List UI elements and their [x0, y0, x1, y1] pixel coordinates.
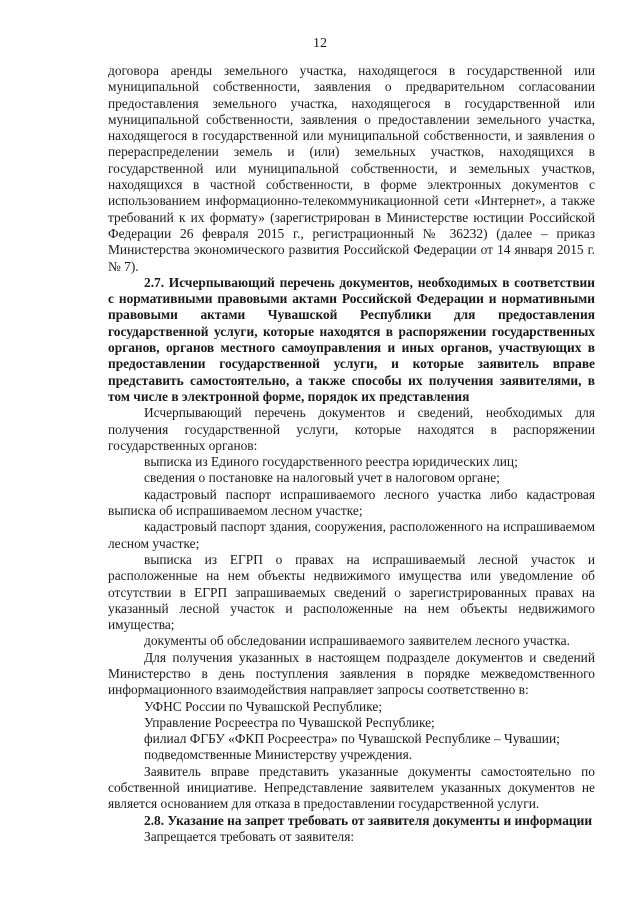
paragraph: подведомственные Министерству учреждения.	[144, 747, 413, 763]
paragraph: выписка из Единого государственного реестра юридических лиц;	[144, 454, 518, 470]
paragraph: Запрещается требовать от заявителя:	[144, 828, 355, 844]
paragraph: сведения о постановке на налоговый учет в налоговом органе;	[144, 470, 500, 486]
paragraph: выписка из ЕГРП о правах на испрашиваемый лесной участок и расположенные на нем объекты недвижимого имущества или уведомление об отсутствии в ЕГРП запрашиваемых сведений о зарегистрированных правах на указанный лесной участок и расположенные на нем объекты недвижимого имущества;	[108, 551, 595, 633]
paragraph: документы об обследовании испрашиваемого заявителем лесного участка.	[144, 633, 570, 649]
section-heading: 2.7. Исчерпывающий перечень документов, необходимых в соответствии с нормативными правовыми актами Российской Федерации и нормативными правовыми актами Чувашской Республики для предоставления государственной услуги, которые находятся в распоряжении государственных органов, органов местного самоуправления и иных органов, участвующих в предоставлении государственной услуги, и которые заявитель вправе представить самостоятельно, а также способы их получения заявителями, в том числе в электронной форме, порядок их представления	[108, 274, 595, 404]
section-heading: 2.8. Указание на запрет требовать от заявителя документы и информации	[144, 812, 593, 828]
paragraph: Заявитель вправе представить указанные документы самостоятельно по собственной инициативе. Непредставление заявителем указанных документов не является основанием для отказа в предоставлении государственной услуги.	[108, 763, 595, 812]
paragraph: УФНС России по Чувашской Республике;	[144, 698, 383, 714]
paragraph: филиал ФГБУ «ФКП Росреестра» по Чувашской Республике – Чувашии;	[144, 731, 560, 747]
document-body	[108, 63, 595, 845]
page-number: 12	[313, 36, 327, 51]
paragraph: кадастровый паспорт испрашиваемого лесного участка либо кадастровая выписка об испрашиваемом лесном участке;	[108, 486, 595, 519]
paragraph: кадастровый паспорт здания, сооружения, расположенного на испрашиваемом лесном участке;	[108, 519, 595, 551]
paragraph: Управление Росреестра по Чувашской Республике;	[144, 714, 435, 730]
paragraph: договора аренды земельного участка, находящегося в государственной или муниципальной собственности, заявления о предварительном согласовании предоставления земельного участка, находящегося в государственной или муниципальной собственности, заявления о предоставлении земельного участка, находящегося в государственной или муниципальной собственности, и заявления о перераспределении земель и (или) земельных участков, находящихся в государственной или муниципальной собственности, и земельных участков, находящихся в частной собственности, в форме электронных документов с использованием информационно-телекоммуникационной сети «Интернет», а также требований к их формату» (зарегистрирован в Министерстве юстиции Российской Федерации 26 февраля 2015 г., регистрационный № 36232) (далее – приказ Министерства экономического развития Российской Федерации от 14 января 2015 г. № 7).	[108, 63, 595, 274]
paragraph: Для получения указанных в настоящем подразделе документов и сведений Министерство в день поступления заявления в порядке межведомственного информационного взаимодействия направляет запросы соответственно в:	[108, 649, 595, 698]
paragraph: Исчерпывающий перечень документов и сведений, необходимых для получения государственной услуги, которые находятся в распоряжении государственных органов:	[108, 405, 595, 453]
